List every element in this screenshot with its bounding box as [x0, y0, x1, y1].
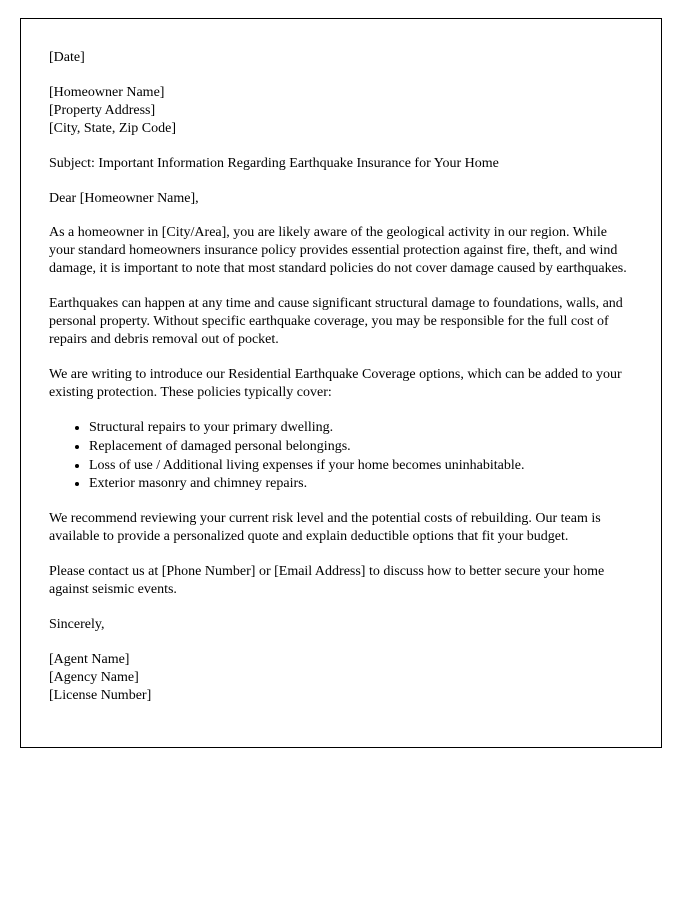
paragraph-contact: Please contact us at [Phone Number] or [Email Address] to discuss how to better secure your home against seismic events.: [49, 564, 605, 598]
recipient-name: [Homeowner Name]: [49, 84, 165, 100]
recipient-street-address: [Property Address]: [49, 102, 156, 118]
coverage-item-masonry: • Exterior masonry and chimney repairs.: [89, 475, 633, 493]
coverage-item-loss-of-use: • Loss of use / Additional living expenses if your home becomes uninhabitable.: [89, 457, 633, 475]
date-block: [49, 49, 633, 67]
paragraph-intro: As a homeowner in [City/Area], you are likely aware of the geological activity in our region. While your standard homeowners insurance policy provides essential protection against fire, theft, and wind damage, it is important to note that most standard policies do not cover damage caused by earthquakes.: [49, 225, 627, 277]
subject-line: Subject: Important Information Regarding Earthquake Insurance for Your Home: [49, 155, 499, 171]
coverage-bullet-list: [49, 419, 633, 494]
signature-block: [49, 651, 633, 705]
paragraph-recommendation: We recommend reviewing your current risk level and the potential costs of rebuilding. Our team is available to provide a personalized quote and explain deductible options that fit your budget.: [49, 511, 601, 545]
recipient-address-block: [49, 84, 633, 138]
coverage-item-belongings: • Replacement of damaged personal belongings.: [89, 438, 633, 456]
recipient-city-state-zip: [City, State, Zip Code]: [49, 120, 177, 136]
license-number-placeholder: [License Number]: [49, 687, 152, 703]
paragraph-offer: We are writing to introduce our Residential Earthquake Coverage options, which can be added to your existing protection. These policies typically cover:: [49, 366, 622, 400]
agency-name-placeholder: [Agency Name]: [49, 669, 139, 685]
letter-document: [20, 18, 662, 748]
agent-name-placeholder: [Agent Name]: [49, 651, 130, 667]
salutation: Dear [Homeowner Name],: [49, 190, 199, 206]
closing: Sincerely,: [49, 616, 105, 632]
coverage-item-structural: • Structural repairs to your primary dwelling.: [89, 419, 633, 437]
date-placeholder: [Date]: [49, 50, 85, 65]
paragraph-risk: Earthquakes can happen at any time and cause significant structural damage to foundations, walls, and personal property. Without specific earthquake coverage, you may be responsible for the full cost of repairs and debris removal out of pocket.: [49, 296, 623, 347]
